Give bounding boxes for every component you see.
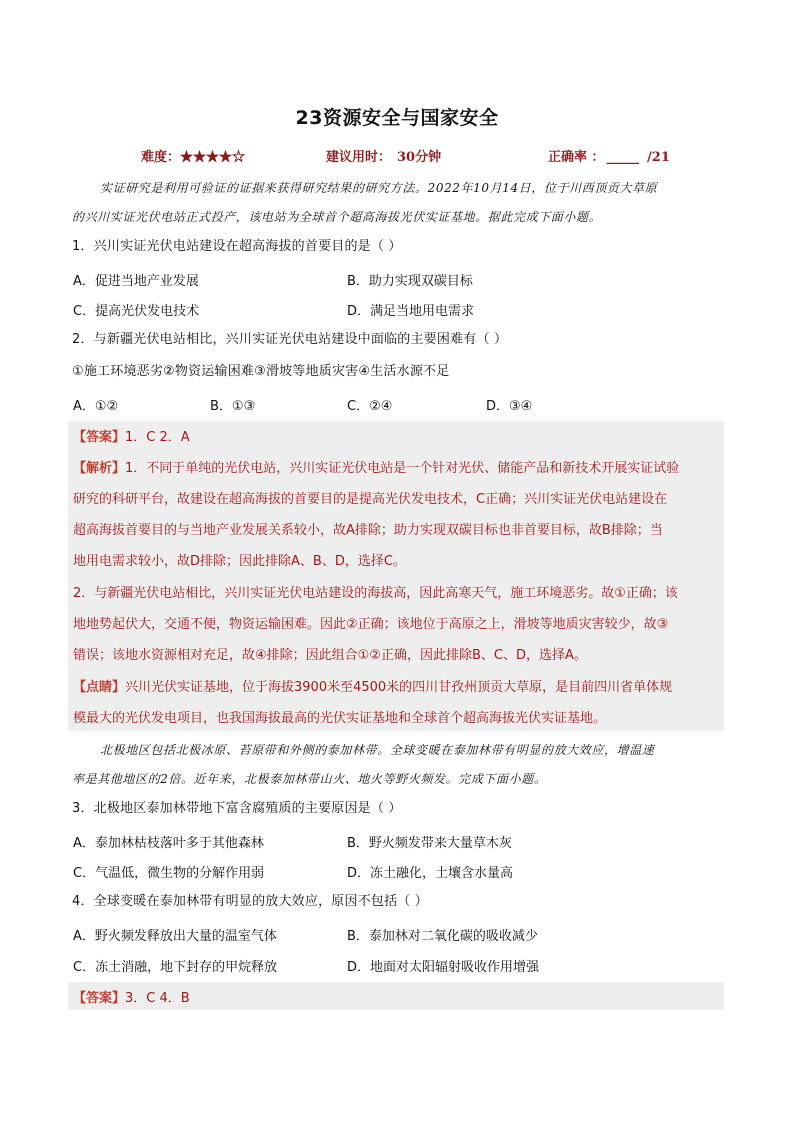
q2-stem: 2．与新疆光伏电站相比，兴川实证光伏电站建设中面临的主要困难有（ ） bbox=[72, 332, 508, 347]
analysis-line-5: 2．与新疆光伏电站相比，兴川实证光伏电站建设的海拔高，因此高寒天气，施工环境恶劣。故①正确；该 bbox=[73, 586, 678, 601]
q2-option-b[interactable]: B．①③ bbox=[210, 399, 256, 414]
q1-stem: 1．兴川实证光伏电站建设在超高海拔的首要目的是（ ） bbox=[72, 239, 402, 254]
q2-option-c[interactable]: C．②④ bbox=[347, 399, 393, 414]
analysis-line-4: 地用电需求较小，故D排除；因此排除A、B、D，选择C。 bbox=[73, 554, 406, 569]
q4-option-a[interactable]: A．野火频发释放出大量的温室气体 bbox=[73, 929, 277, 944]
q1-option-d[interactable]: D．满足当地用电需求 bbox=[347, 304, 475, 319]
group1-intro-line2: 的兴川实证光伏电站正式投产，该电站为全球首个超高海拔光伏实证基地。据此完成下面小题。 bbox=[72, 210, 602, 224]
accuracy-rate bbox=[548, 146, 670, 165]
q4-option-d[interactable]: D．地面对太阳辐射吸收作用增强 bbox=[347, 960, 540, 975]
analysis-line-2: 研究的科研平台，故建设在超高海拔的首要目的是提高光伏发电技术，C正确；兴川实证光伏电站建设在 bbox=[73, 492, 668, 507]
comment-line-2: 模最大的光伏发电项目，也我国海拔最高的光伏实证基地和全球首个超高海拔光伏实证基地。 bbox=[73, 711, 607, 726]
comment-tag: 【点睛】 bbox=[73, 680, 126, 695]
difficulty-rating: 难度：★★★★☆ bbox=[141, 150, 246, 165]
analysis-line-6: 地地势起伏大，交通不便，物资运输困难。因此②正确；该地位于高原之上，滑坡等地质灾害较少，故③ bbox=[73, 617, 669, 632]
answer-text: 3．C 4．B bbox=[125, 991, 190, 1006]
q3-option-a[interactable]: A．泰加林枯枝落叶多于其他森林 bbox=[73, 836, 264, 851]
q3-option-b[interactable]: B．野火频发带来大量草木灰 bbox=[347, 836, 512, 851]
q3-option-c[interactable]: C．气温低，微生物的分解作用弱 bbox=[73, 866, 265, 881]
q1-option-a[interactable]: A．促进当地产业发展 bbox=[73, 274, 199, 289]
analysis-line-3: 超高海拔首要目的与当地产业发展关系较小，故A排除；助力实现双碳目标也非首要目标，故B排除；当 bbox=[73, 523, 663, 538]
q2-option-a[interactable]: A．①② bbox=[73, 399, 119, 414]
answer-text: 1．C 2．A bbox=[125, 430, 190, 445]
accuracy-blank: _____ bbox=[606, 150, 640, 165]
group1-intro-line1: 实证研究是利用可验证的证据来获得研究结果的研究方法。2022年10月14日，位于川西顶贡大草原 bbox=[100, 181, 658, 195]
q1-option-c[interactable]: C．提高光伏发电技术 bbox=[73, 304, 200, 319]
accuracy-total: /21 bbox=[647, 150, 670, 165]
q3-stem: 3．北极地区泰加林带地下富含腐殖质的主要原因是（ ） bbox=[72, 801, 402, 816]
page-title: 23资源安全与国家安全 bbox=[295, 107, 499, 129]
q4-stem: 4．全球变暖在泰加林带有明显的放大效应，原因不包括（ ） bbox=[72, 894, 429, 909]
analysis-line-7: 错误；该地水资源相对充足，故④排除；因此组合①②正确，因此排除B、C、D，选择A。 bbox=[73, 648, 587, 663]
q2-items: ①施工环境恶劣②物资运输困难③滑坡等地质灾害④生活水源不足 bbox=[72, 364, 450, 379]
answer-tag: 【答案】 bbox=[73, 430, 126, 445]
analysis-text: 1．不同于单纯的光伏电站，兴川实证光伏电站是一个针对光伏、储能产品和新技术开展实证试验 bbox=[125, 461, 680, 476]
time-label: 建议用时： bbox=[326, 150, 392, 165]
analysis-line-1 bbox=[73, 457, 679, 476]
analysis-tag: 【解析】 bbox=[73, 461, 126, 476]
comment-line-1 bbox=[73, 676, 672, 695]
answer-2 bbox=[73, 987, 190, 1006]
group2-intro-line2: 率是其他地区的2倍。近年来，北极泰加林带山火、地火等野火频发。完成下面小题。 bbox=[72, 772, 547, 786]
answer-tag: 【答案】 bbox=[73, 991, 126, 1006]
group2-intro-line1: 北极地区包括北极冰原、苔原带和外侧的泰加林带。全球变暖在泰加林带有明显的放大效应，增温速 bbox=[100, 743, 655, 757]
accuracy-label: 正确率 ： bbox=[548, 150, 605, 165]
q3-option-d[interactable]: D．冻土融化，土壤含水量高 bbox=[347, 866, 514, 881]
answer-1 bbox=[73, 426, 190, 445]
q4-option-b[interactable]: B．泰加林对二氧化碳的吸收减少 bbox=[347, 929, 538, 944]
time-value: 30分钟 bbox=[397, 150, 442, 165]
q2-option-d[interactable]: D．③④ bbox=[486, 399, 533, 414]
suggested-time bbox=[326, 146, 441, 165]
comment-text: 兴川光伏实证基地，位于海拔3900米至4500米的四川甘孜州顶贡大草原，是目前四川省单体规 bbox=[125, 680, 673, 695]
q1-option-b[interactable]: B．助力实现双碳目标 bbox=[347, 274, 473, 289]
q4-option-c[interactable]: C．冻土消融，地下封存的甲烷释放 bbox=[73, 960, 278, 975]
